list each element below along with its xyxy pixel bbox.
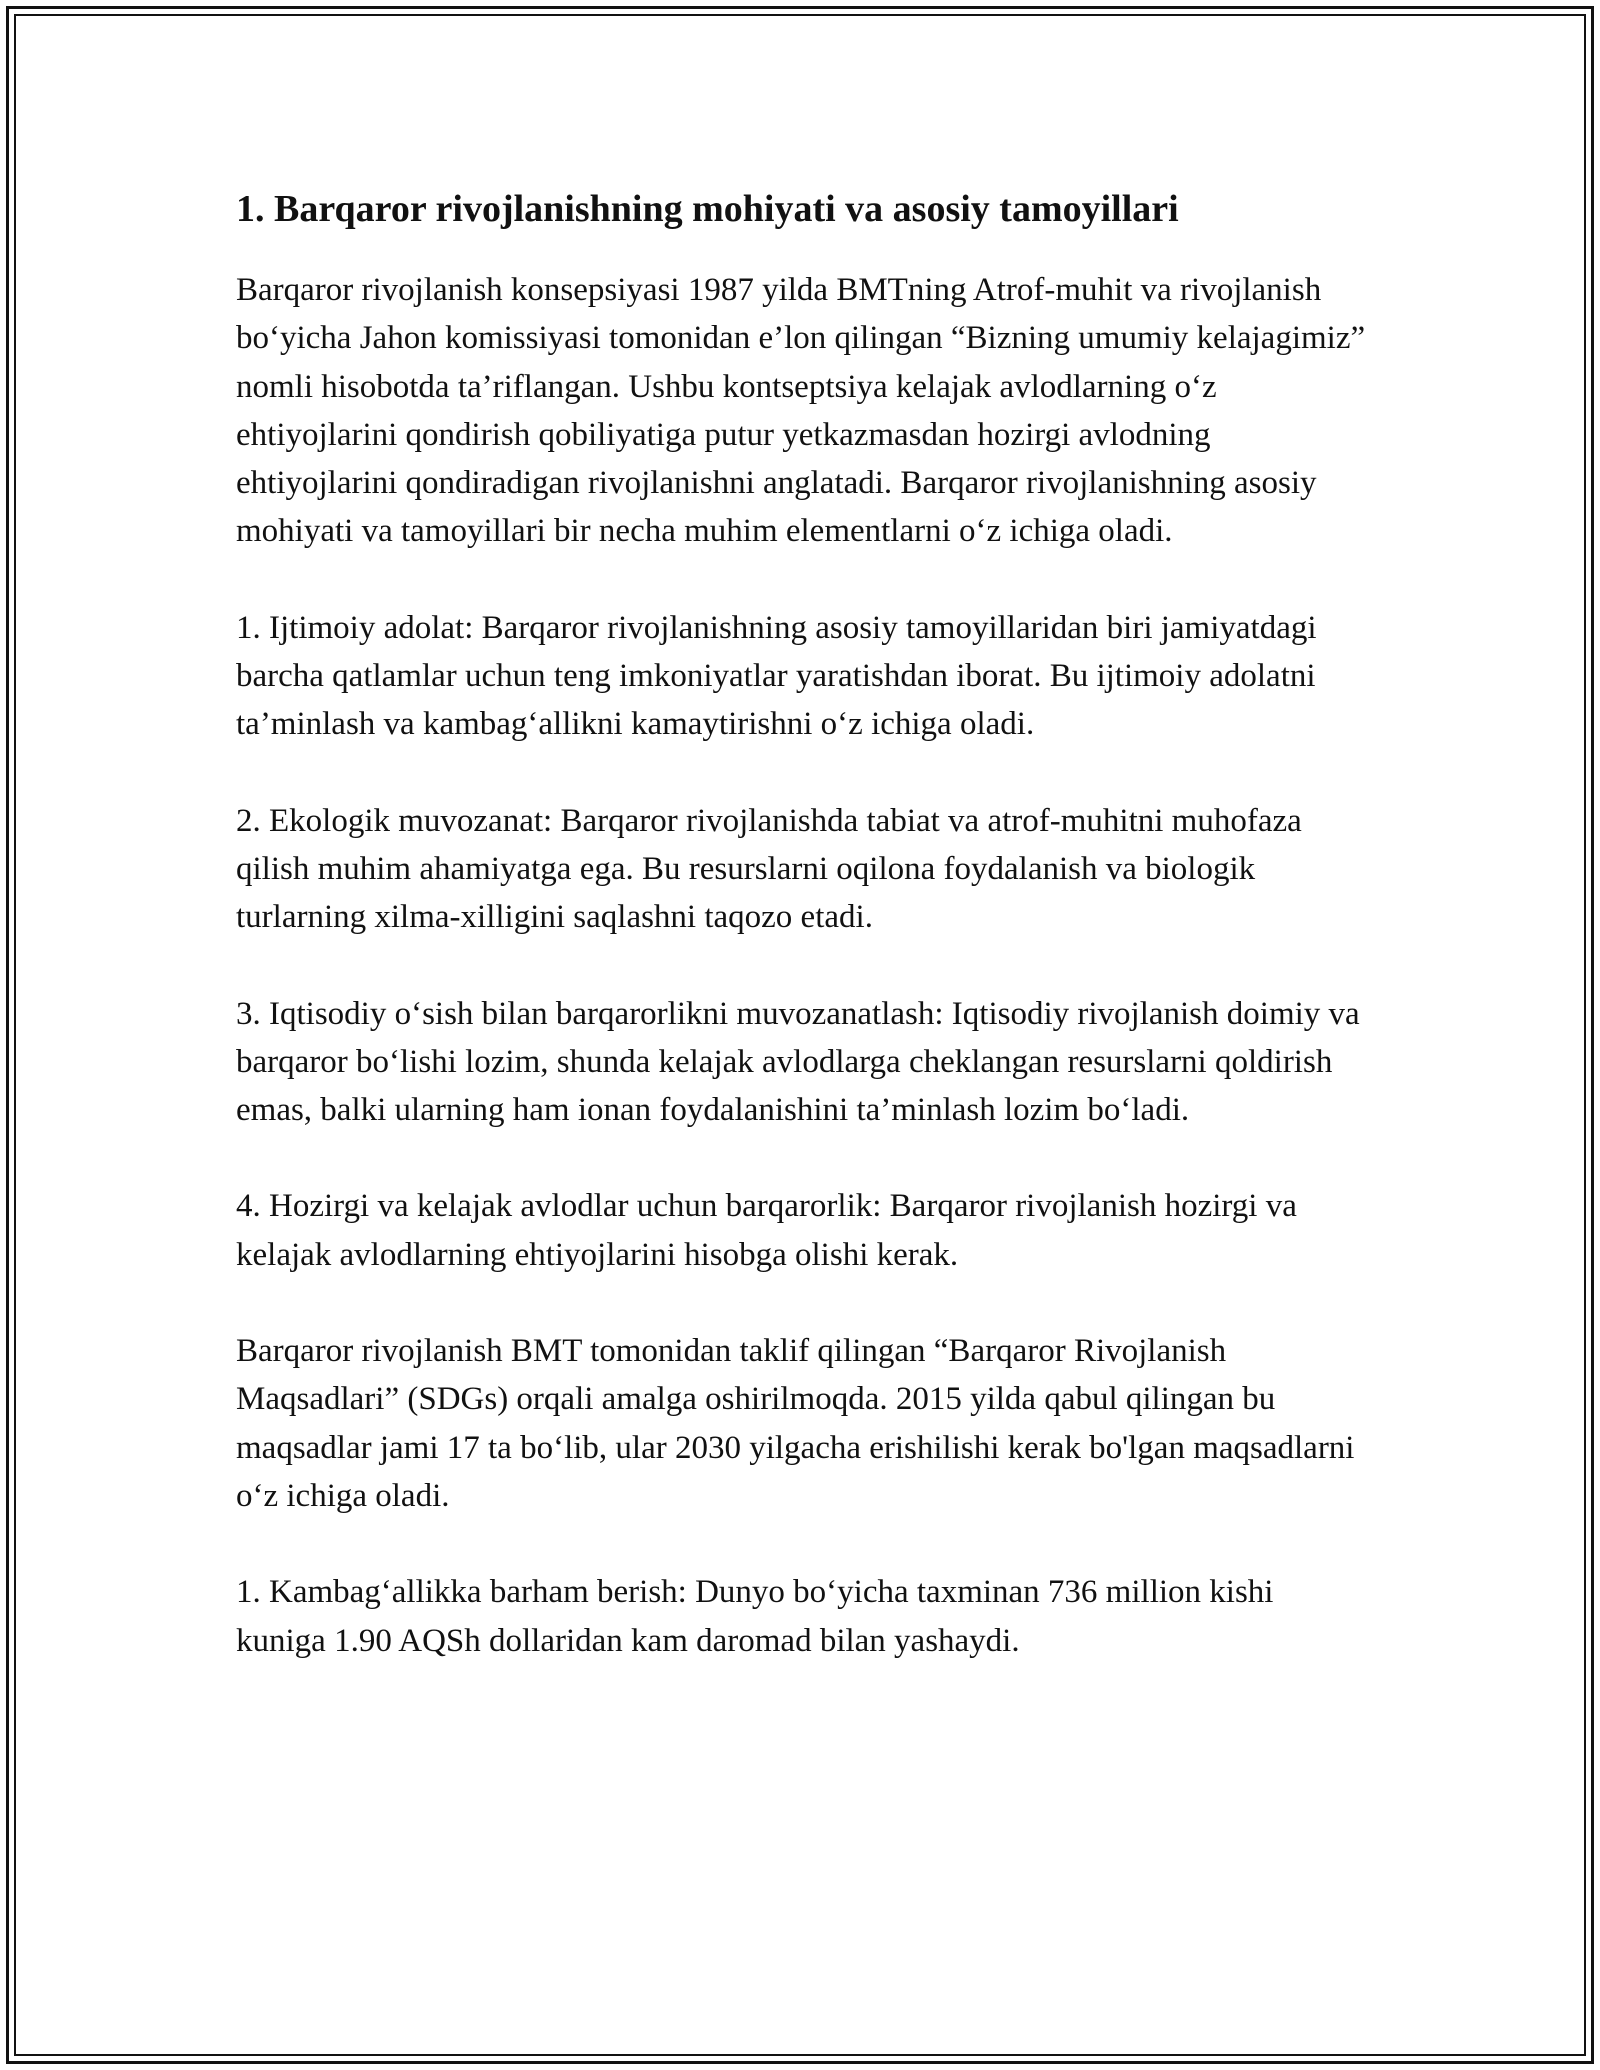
principle-social-justice: 1. Ijtimoiy adolat: Barqaror rivojlanishning asosiy tamoyillaridan biri jamiyatdagi barcha qatlamlar uchun teng imkoniyatlar yaratishdan iborat. Bu ijtimoiy adolatni ta’minlash va kambag‘allikni kamaytirishni o‘z ichiga oladi.	[236, 609, 1317, 743]
principle-economic-growth: 3. Iqtisodiy o‘sish bilan barqarorlikni muvozanatlash: Iqtisodiy rivojlanish doimiy va barqaror bo‘lishi lozim, shunda kelajak avlodlarga cheklangan resurslarni qoldirish emas, balki ularning ham ionan foydalanishini ta’minlash lozim bo‘ladi.	[236, 995, 1360, 1129]
goal-poverty: 1. Kambag‘allikka barham berish: Dunyo bo‘yicha taxminan 736 million kishi kuniga 1.90 AQSh dollaridan kam daromad bilan yashaydi.	[236, 1574, 1274, 1659]
document-body	[236, 186, 1366, 1713]
principle-generations: 4. Hozirgi va kelajak avlodlar uchun barqarorlik: Barqaror rivojlanish hozirgi va kelajak avlodlarning ehtiyojlarini hisobga olishi kerak.	[236, 1188, 1297, 1273]
section-title: 1. Barqaror rivojlanishning mohiyati va asosiy tamoyillari	[236, 188, 1179, 230]
principle-ecological-balance: 2. Ekologik muvozanat: Barqaror rivojlanishda tabiat va atrof-muhitni muhofaza qilish muhim ahamiyatga ega. Bu resurslarni oqilona foydalanish va biologik turlarning xilma-xilligini saqlashni taqozo etadi.	[236, 802, 1302, 936]
sdgs-paragraph: Barqaror rivojlanish BMT tomonidan taklif qilingan “Barqaror Rivojlanish Maqsadlari” (SDGs) orqali amalga oshirilmoqda. 2015 yilda qabul qilingan bu maqsadlar jami 17 ta bo‘lib, ular 2030 yilgacha erishilishi kerak bo'lgan maqsadlarni o‘z ichiga oladi.	[236, 1333, 1355, 1514]
intro-paragraph: Barqaror rivojlanish konsepsiyasi 1987 yilda BMTning Atrof-muhit va rivojlanish bo‘yicha Jahon komissiyasi tomonidan e’lon qilingan “Bizning umumiy kelajagimiz” nomli hisobotda ta’riflangan. Ushbu kontseptsiya kelajak avlodlarning o‘z ehtiyojlarini qondirish qobiliyatiga putur yetkazmasdan hozirgi avlodning ehtiyojlarini qondiradigan rivojlanishni anglatadi. Barqaror rivojlanishning asosiy mohiyati va tamoyillari bir necha muhim elementlarni o‘z ichiga oladi.	[236, 272, 1366, 550]
